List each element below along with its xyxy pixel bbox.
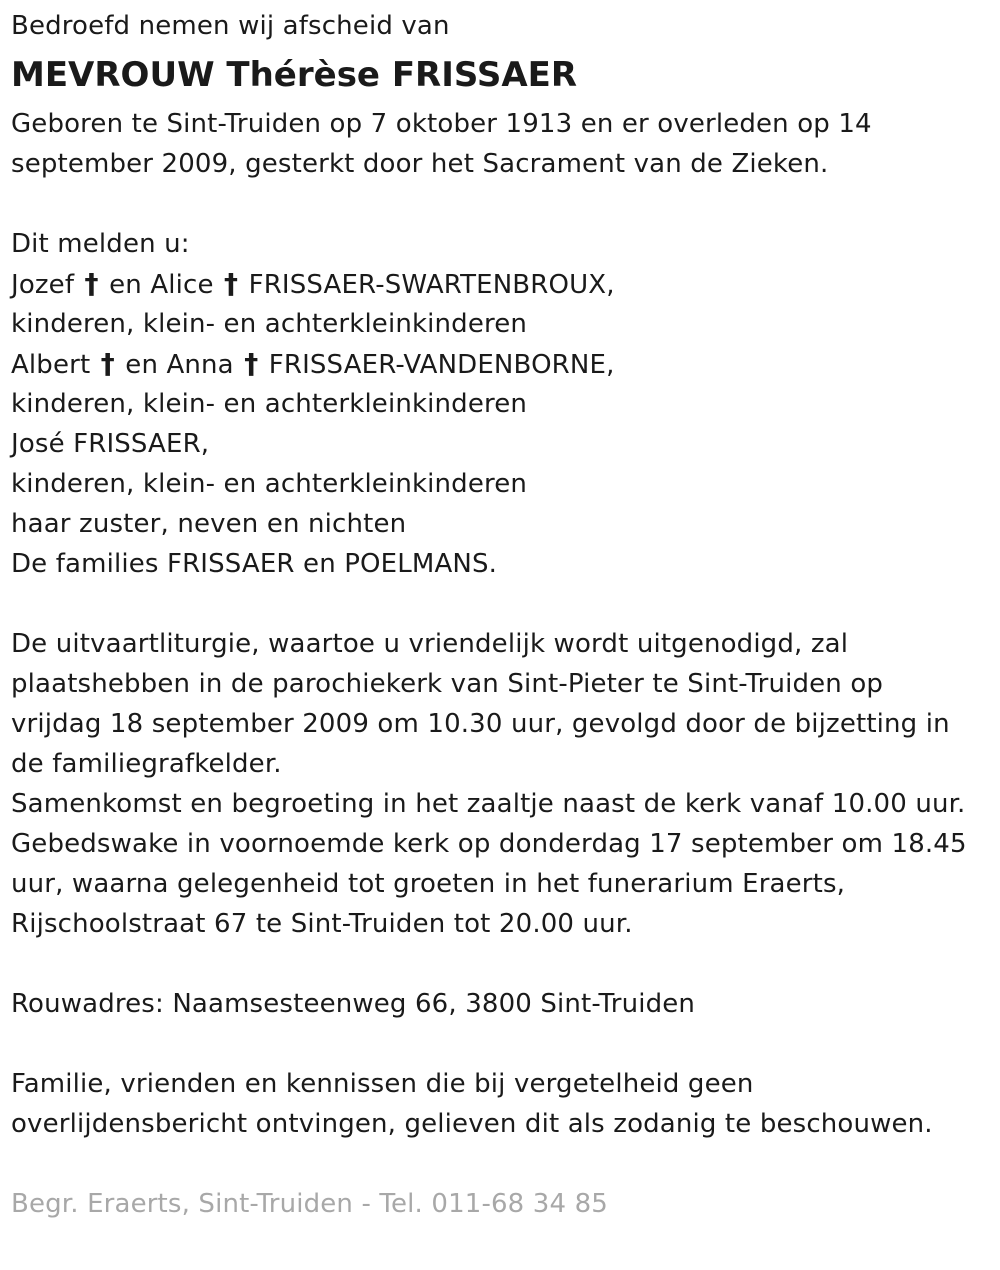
families-line: De families FRISSAER en POELMANS. <box>11 549 498 579</box>
descendants-line-3: kinderen, klein- en achterkleinkinderen <box>11 469 528 499</box>
cross-icon: † <box>84 267 99 300</box>
mourning-address: Rouwadres: Naamsesteenweg 66, 3800 Sint-Truiden <box>11 989 696 1019</box>
descendants-line-2: kinderen, klein- en achterkleinkinderen <box>11 389 528 419</box>
couple-2-connector: en Anna <box>125 350 234 380</box>
ceremony-line: uur, waarna gelegenheid tot groeten in het funerarium Eraerts, <box>11 869 846 899</box>
notice-line-2: overlijdensbericht ontvingen, gelieven dit als zodanig te beschouwen. <box>11 1109 933 1139</box>
funeral-home-footer: Begr. Eraerts, Sint-Truiden - Tel. 011-68 34 85 <box>11 1189 608 1219</box>
intro-text: Bedroefd nemen wij afscheid van <box>11 11 450 41</box>
couple-1-family: FRISSAER-SWARTENBROUX, <box>248 270 615 300</box>
ceremony-line: Gebedswake in voornoemde kerk op donderdag 17 september om 18.45 <box>11 829 967 859</box>
ceremony-line: plaatshebben in de parochiekerk van Sint-Pieter te Sint-Truiden op <box>11 669 884 699</box>
couple-1-first-name: Jozef <box>11 270 75 300</box>
sister-relatives-line: haar zuster, neven en nichten <box>11 509 407 539</box>
ceremony-line: Rijschoolstraat 67 te Sint-Truiden tot 20.00 uur. <box>11 909 633 939</box>
ceremony-line: vrijdag 18 september 2009 om 10.30 uur, gevolgd door de bijzetting in <box>11 709 950 739</box>
cross-icon: † <box>100 347 115 380</box>
couple-1-connector: en Alice <box>109 270 214 300</box>
cross-icon: † <box>244 347 259 380</box>
couple-2-first-name: Albert <box>11 350 91 380</box>
birth-death-line-1: Geboren te Sint-Truiden op 7 oktober 1913 en er overleden op 14 <box>11 109 872 139</box>
spacer <box>11 1024 991 1064</box>
notice-line-1: Familie, vrienden en kennissen die bij vergetelheid geen <box>11 1069 754 1099</box>
descendants-line-1: kinderen, klein- en achterkleinkinderen <box>11 309 528 339</box>
cross-icon: † <box>224 267 239 300</box>
announcer-couple-1 <box>11 264 991 304</box>
spacer <box>11 184 991 224</box>
announcer-couple-2 <box>11 344 991 384</box>
spacer <box>11 1144 991 1184</box>
deceased-name: MEVROUW Thérèse FRISSAER <box>11 55 578 95</box>
announcers-heading: Dit melden u: <box>11 229 190 259</box>
birth-death-line-2: september 2009, gesterkt door het Sacrament van de Zieken. <box>11 149 829 179</box>
ceremony-line: De uitvaartliturgie, waartoe u vriendelijk wordt uitgenodigd, zal <box>11 629 849 659</box>
spacer <box>11 584 991 624</box>
obituary-notice <box>11 6 991 1224</box>
announcer-single: José FRISSAER, <box>11 429 210 459</box>
ceremony-line: de familiegrafkelder. <box>11 749 282 779</box>
spacer <box>11 944 991 984</box>
ceremony-line: Samenkomst en begroeting in het zaaltje naast de kerk vanaf 10.00 uur. <box>11 789 966 819</box>
couple-2-family: FRISSAER-VANDENBORNE, <box>268 350 615 380</box>
